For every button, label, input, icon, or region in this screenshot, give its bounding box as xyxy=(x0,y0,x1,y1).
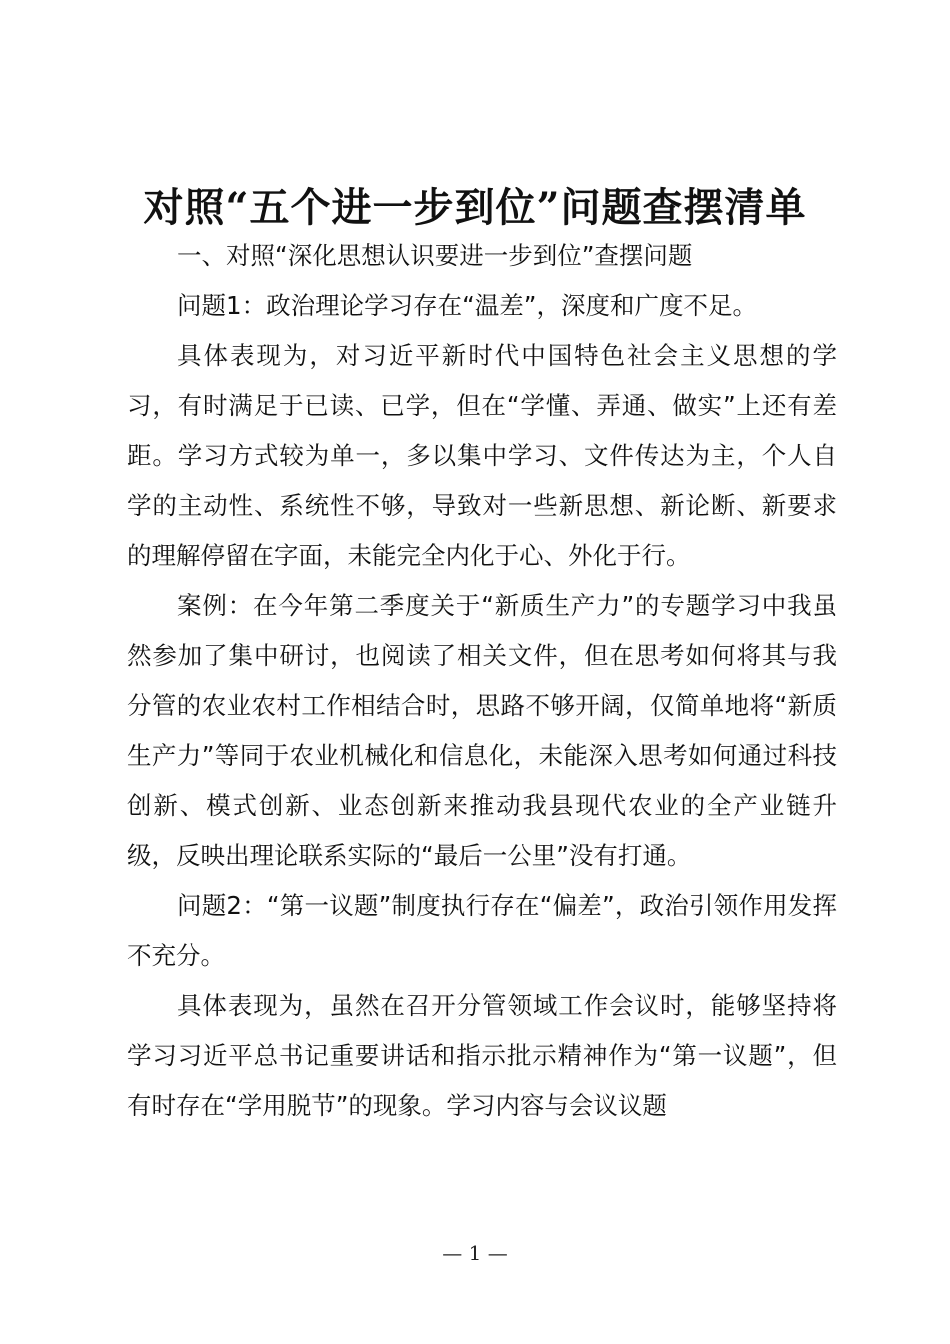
section-heading: 一、对照“深化思想认识要进一步到位”查摆问题 xyxy=(177,241,693,270)
problem-1-details: 具体表现为，对习近平新时代中国特色社会主义思想的学习，有时满足于已读、已学，但在“学懂、弄通、做实”上还有差距。学习方式较为单一，多以集中学习、文件传达为主，个人自学的主动性、系统性不够，导致对一些新思想、新论断、新要求的理解停留在字面，未能完全内化于心、外化于行。 xyxy=(127,341,837,570)
problem-1-case: 案例：在今年第二季度关于“新质生产力”的专题学习中我虽然参加了集中研讨，也阅读了相关文件，但在思考如何将其与我分管的农业农村工作相结合时，思路不够开阔，仅简单地将“新质生产力”等同于农业机械化和信息化，未能深入思考如何通过科技创新、模式创新、业态创新来推动我县现代农业的全产业链升级，反映出理论联系实际的“最后一公里”没有打通。 xyxy=(127,591,837,870)
document-title: 对照“五个进一步到位”问题查摆清单 xyxy=(143,184,807,231)
document-body xyxy=(127,231,837,1131)
problem-2-heading: 问题2：“第一议题”制度执行存在“偏差”，政治引领作用发挥不充分。 xyxy=(127,891,837,970)
problem-1-heading: 问题1：政治理论学习存在“温差”，深度和广度不足。 xyxy=(177,291,757,320)
page-number: — 1 — xyxy=(442,1241,508,1265)
problem-2-details: 具体表现为，虽然在召开分管领域工作会议时，能够坚持将学习习近平总书记重要讲话和指示批示精神作为“第一议题”，但有时存在“学用脱节”的现象。学习内容与会议议题 xyxy=(127,991,837,1120)
